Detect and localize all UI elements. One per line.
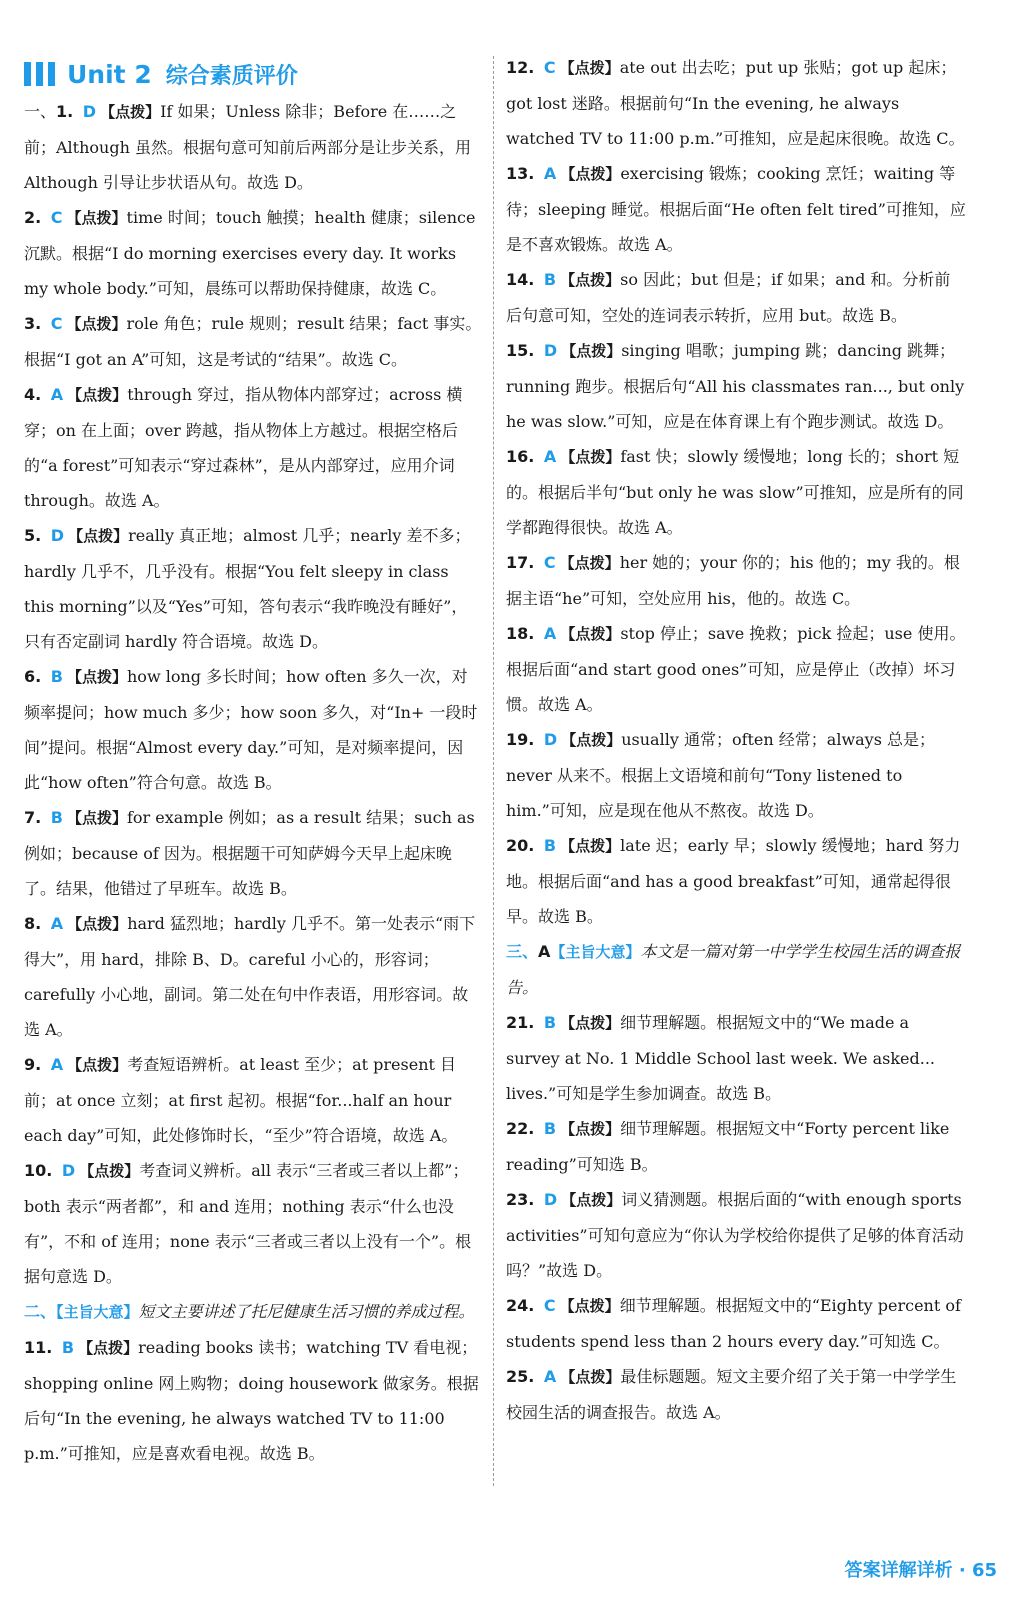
hint-tag: 【点拨】 bbox=[67, 386, 128, 404]
explanation-text: reading books 读书；watching TV 看电视；shopping online 网上购物；doing housework 做家务。根据后句“In the evening, he always watched TV to 11:00 p.m.”可推知，应是喜欢看电视。故选 B。 bbox=[24, 1338, 479, 1463]
hint-tag: 【点拨】 bbox=[78, 1339, 139, 1357]
passage-label: A bbox=[538, 942, 551, 961]
explanation-text: singing 唱歌；jumping 跳；dancing 跳舞；running 跑步。根据后句“All his classmates ran..., but only he was slow.”可知，应是在体育课上有个跑步测试。故选 D。 bbox=[506, 341, 965, 431]
question-number: 10. bbox=[24, 1161, 58, 1180]
hint-tag: 【点拨】 bbox=[559, 1297, 620, 1315]
hint-tag: 【点拨】 bbox=[560, 1368, 621, 1386]
answer-text bbox=[24, 906, 482, 1047]
answer-letter: D bbox=[61, 1161, 76, 1180]
explanation-text: ate out 出去吃；put up 张贴；got up 起床；got lost 迷路。根据前句“In the evening, he always watched TV to 11:00 p.m.”可推知，应是起床很晚。故选 C。 bbox=[506, 58, 965, 148]
answer-text bbox=[506, 262, 966, 333]
answer-text bbox=[24, 306, 482, 377]
answer-item bbox=[24, 94, 482, 200]
hint-tag: 【点拨】 bbox=[561, 731, 622, 749]
hint-tag: 【点拨】 bbox=[67, 915, 128, 933]
section-number: 三、 bbox=[506, 942, 539, 961]
answer-item bbox=[24, 800, 482, 906]
answer-text bbox=[24, 659, 482, 800]
explanation-text: 考查短语辨析。at least 至少；at present 目前；at once 立刻；at first 起初。根据“for...half an hour each day”可知，此处修饰时长，“至少”符合语境，故选 A。 bbox=[24, 1055, 458, 1145]
question-number: 3. bbox=[24, 314, 47, 333]
question-number: 9. bbox=[24, 1055, 47, 1074]
explanation-text: how long 多长时间；how often 多久一次，对频率提问；how much 多少；how soon 多久，对“In+ 一段时间”提问。根据“Almost every day.”可知，是对频率提问，因此“how often”符合句意。故选 B。 bbox=[24, 667, 478, 792]
question-number: 16. bbox=[506, 447, 540, 466]
unit-label: Unit 2 bbox=[67, 59, 152, 89]
question-number: 21. bbox=[506, 1013, 540, 1032]
question-number: 12. bbox=[506, 58, 540, 77]
hint-tag: 【点拨】 bbox=[560, 271, 621, 289]
hint-tag: 【点拨】 bbox=[66, 668, 127, 686]
hint-tag: 【点拨】 bbox=[68, 527, 129, 545]
answer-text bbox=[506, 333, 966, 439]
answer-letter: B bbox=[50, 667, 63, 686]
answer-item bbox=[506, 722, 966, 828]
answer-item bbox=[506, 545, 966, 616]
answer-text bbox=[506, 1005, 966, 1111]
answer-letter: A bbox=[543, 447, 557, 466]
explanation-text: 短文主要讲述了托尼健康生活习惯的养成过程。 bbox=[138, 1302, 475, 1321]
hint-tag: 【点拨】 bbox=[560, 165, 621, 183]
answer-letter: B bbox=[543, 836, 557, 855]
answer-item bbox=[506, 1288, 966, 1359]
answer-item bbox=[24, 906, 482, 1047]
answer-item bbox=[24, 1153, 482, 1294]
hint-tag: 【点拨】 bbox=[560, 448, 621, 466]
question-number: 15. bbox=[506, 341, 540, 360]
explanation-text: 词义猜测题。根据后面的“with enough sports activities”可知句意应为“你认为学校给你提供了足够的体育活动吗？”故选 D。 bbox=[506, 1190, 964, 1280]
question-number: 13. bbox=[506, 164, 540, 183]
answer-item bbox=[506, 1182, 966, 1288]
left-column bbox=[24, 94, 482, 1471]
explanation-text: really 真正地；almost 几乎；nearly 差不多；hardly 几乎不，几乎没有。根据“You felt sleepy in class this morning”以及“Yes”可知，答句表示“我昨晚没有睡好”，只有否定副词 hardly 符合语境。故选 D。 bbox=[24, 526, 471, 651]
explanation-text: 最佳标题题。短文主要介绍了关于第一中学学生校园生活的调查报告。故选 A。 bbox=[506, 1367, 957, 1422]
answer-letter: D bbox=[543, 341, 558, 360]
explanation-text: 考查词义辨析。all 表示“三者或三者以上都”；both 表示“两者都”，和 and 连用；nothing 表示“什么也没有”，不和 of 连用；none 表示“三者或三者以上没有一个”。根据句意选 D。 bbox=[24, 1161, 472, 1286]
hint-tag: 【点拨】 bbox=[559, 59, 620, 77]
explanation-text: through 穿过，指从物体内部穿过；across 横穿；on 在上面；over 跨越，指从物体上方越过。根据空格后的“a forest”可知表示“穿过森林”，是从内部穿过，应用介词 through。故选 A。 bbox=[24, 385, 463, 510]
explanation-text: time 时间；touch 触摸；health 健康；silence 沉默。根据“I do morning exercises every day. It works my whole body.”可知，晨练可以帮助保持健康，故选 C。 bbox=[24, 208, 476, 298]
answer-text bbox=[24, 94, 482, 200]
answer-item bbox=[506, 439, 966, 545]
answer-letter: C bbox=[50, 314, 63, 333]
answer-item bbox=[24, 377, 482, 518]
answer-text bbox=[24, 1294, 482, 1330]
answer-letter: D bbox=[543, 1190, 558, 1209]
explanation-text: 本文是一篇对第一中学学生校园生活的调查报告。 bbox=[506, 942, 961, 997]
explanation-text: stop 停止；save 挽救；pick 捡起；use 使用。根据后面“and start good ones”可知，应是停止（改掉）坏习惯。故选 A。 bbox=[506, 624, 966, 714]
question-number: 1. bbox=[56, 102, 79, 121]
section-number: 一、 bbox=[24, 102, 57, 121]
answer-text bbox=[506, 156, 966, 262]
answer-text bbox=[24, 377, 482, 518]
answer-text bbox=[24, 518, 482, 659]
unit-header bbox=[24, 56, 298, 92]
answer-text bbox=[506, 439, 966, 545]
answer-letter: A bbox=[543, 1367, 557, 1386]
explanation-text: role 角色；rule 规则；result 结果；fact 事实。根据“I got an A”可知，这是考试的“结果”。故选 C。 bbox=[24, 314, 482, 369]
explanation-text: for example 例如；as a result 结果；such as 例如；because of 因为。根据题干可知萨姆今天早上起床晚了。结果，他错过了早班车。故选 B。 bbox=[24, 808, 475, 898]
hint-tag: 【点拨】 bbox=[67, 1056, 128, 1074]
hint-tag: 【点拨】 bbox=[100, 103, 161, 121]
answer-letter: B bbox=[543, 1119, 557, 1138]
answer-item bbox=[24, 518, 482, 659]
hint-tag: 【点拨】 bbox=[560, 625, 621, 643]
answer-item bbox=[24, 1047, 482, 1153]
answer-letter: C bbox=[50, 208, 63, 227]
answer-item bbox=[506, 262, 966, 333]
answer-item bbox=[24, 306, 482, 377]
column-divider bbox=[493, 56, 494, 1486]
question-number: 8. bbox=[24, 914, 47, 933]
question-number: 20. bbox=[506, 836, 540, 855]
answer-letter: A bbox=[50, 385, 64, 404]
answer-letter: D bbox=[82, 102, 97, 121]
answer-item bbox=[24, 659, 482, 800]
hint-tag: 【点拨】 bbox=[560, 1014, 621, 1032]
answer-letter: A bbox=[50, 914, 64, 933]
answer-letter: B bbox=[61, 1338, 75, 1357]
answer-item bbox=[506, 156, 966, 262]
explanation-text: If 如果；Unless 除非；Before 在……之前；Although 虽然。根据句意可知前后两部分是让步关系，用 Although 引导让步状语从句。故选 D。 bbox=[24, 102, 471, 192]
answer-item bbox=[506, 616, 966, 722]
answer-text bbox=[506, 50, 966, 156]
answer-letter: B bbox=[50, 808, 63, 827]
unit-title: 综合素质评价 bbox=[165, 63, 298, 89]
answer-text bbox=[506, 545, 966, 616]
answer-text bbox=[506, 1111, 966, 1182]
answer-item bbox=[506, 1359, 966, 1430]
hint-tag: 【点拨】 bbox=[560, 1120, 621, 1138]
answer-text bbox=[506, 616, 966, 722]
answer-text bbox=[506, 1288, 966, 1359]
question-number: 4. bbox=[24, 385, 47, 404]
question-number: 14. bbox=[506, 270, 540, 289]
question-number: 25. bbox=[506, 1367, 540, 1386]
hint-tag: 【点拨】 bbox=[66, 315, 127, 333]
answer-item bbox=[24, 1330, 482, 1471]
answer-letter: B bbox=[543, 270, 557, 289]
answer-letter: B bbox=[543, 1013, 557, 1032]
answer-letter: D bbox=[50, 526, 65, 545]
answer-text bbox=[24, 1153, 482, 1294]
hint-tag: 【主旨大意】 bbox=[550, 943, 641, 961]
explanation-text: late 迟；early 早；slowly 缓慢地；hard 努力地。根据后面“and has a good breakfast”可知，通常起得很早。故选 B。 bbox=[506, 836, 961, 926]
explanation-text: so 因此；but 但是；if 如果；and 和。分析前后句意可知，空处的连词表示转折，应用 but。故选 B。 bbox=[506, 270, 951, 325]
hint-tag: 【点拨】 bbox=[561, 342, 622, 360]
page-footer: 答案详解详析 · 65 bbox=[844, 1560, 997, 1581]
answer-text bbox=[506, 1182, 966, 1288]
hint-tag: 【点拨】 bbox=[79, 1162, 140, 1180]
answer-letter: C bbox=[543, 553, 556, 572]
answer-item bbox=[506, 1111, 966, 1182]
question-number: 24. bbox=[506, 1296, 540, 1315]
answer-item bbox=[24, 200, 482, 306]
answer-item bbox=[506, 828, 966, 934]
question-number: 22. bbox=[506, 1119, 540, 1138]
answer-text bbox=[24, 200, 482, 306]
answer-letter: C bbox=[543, 1296, 556, 1315]
answer-text bbox=[24, 1047, 482, 1153]
hint-tag: 【点拨】 bbox=[66, 809, 127, 827]
question-number: 19. bbox=[506, 730, 540, 749]
explanation-text: 细节理解题。根据短文中的“We made a survey at No. 1 Middle School last week. We asked... lives.”可知是学生参加调查。故选 B。 bbox=[506, 1013, 935, 1103]
section-number: 二、 bbox=[24, 1302, 57, 1321]
explanation-text: exercising 锻炼；cooking 烹饪；waiting 等待；sleeping 睡觉。根据后面“He often felt tired”可推知，应是不喜欢锻炼。故选 A。 bbox=[506, 164, 966, 254]
question-number: 17. bbox=[506, 553, 540, 572]
section-heading bbox=[506, 934, 966, 1005]
question-number: 11. bbox=[24, 1338, 58, 1357]
answer-text bbox=[506, 1359, 966, 1430]
answer-item bbox=[506, 50, 966, 156]
section-heading bbox=[24, 1294, 482, 1330]
hint-tag: 【点拨】 bbox=[66, 209, 127, 227]
answer-item bbox=[506, 1005, 966, 1111]
answer-text bbox=[506, 722, 966, 828]
answer-text bbox=[506, 828, 966, 934]
answer-letter: A bbox=[543, 164, 557, 183]
right-column bbox=[506, 50, 966, 1430]
hint-tag: 【点拨】 bbox=[559, 554, 620, 572]
answer-text bbox=[24, 1330, 482, 1471]
hint-tag: 【主旨大意】 bbox=[56, 1303, 139, 1321]
answer-text bbox=[506, 934, 966, 1005]
question-number: 18. bbox=[506, 624, 540, 643]
explanation-text: 细节理解题。根据短文中的“Eighty percent of students spend less than 2 hours every day.”可知选 C。 bbox=[506, 1296, 961, 1351]
question-number: 23. bbox=[506, 1190, 540, 1209]
hint-tag: 【点拨】 bbox=[561, 1191, 622, 1209]
answer-text bbox=[24, 800, 482, 906]
explanation-text: hard 猛烈地；hardly 几乎不。第一处表示“雨下得大”，用 hard，排除 B、D。careful 小心的，形容词；carefully 小心地，副词。第二处在句中作表语，用形容词。故选 A。 bbox=[24, 914, 476, 1039]
explanation-text: her 她的；your 你的；his 他的；my 我的。根据主语“he”可知，空处应用 his，他的。故选 C。 bbox=[506, 553, 960, 608]
explanation-text: 细节理解题。根据短文中“Forty percent like reading”可知选 B。 bbox=[506, 1119, 950, 1174]
hint-tag: 【点拨】 bbox=[560, 837, 621, 855]
question-number: 7. bbox=[24, 808, 47, 827]
answer-letter: D bbox=[543, 730, 558, 749]
question-number: 6. bbox=[24, 667, 47, 686]
explanation-text: usually 通常；often 经常；always 总是；never 从来不。根据上文语境和前句“Tony listened to him.”可知，应是现在他从不熬夜。故选 D。 bbox=[506, 730, 936, 820]
explanation-text: fast 快；slowly 缓慢地；long 长的；short 短的。根据后半句“but only he was slow”可推知，应是所有的同学都跑得很快。故选 A。 bbox=[506, 447, 964, 537]
answer-item bbox=[506, 333, 966, 439]
answer-letter: A bbox=[543, 624, 557, 643]
question-number: 2. bbox=[24, 208, 47, 227]
answer-letter: A bbox=[50, 1055, 64, 1074]
answer-letter: C bbox=[543, 58, 556, 77]
question-number: 5. bbox=[24, 526, 47, 545]
header-bars-icon bbox=[24, 62, 55, 86]
